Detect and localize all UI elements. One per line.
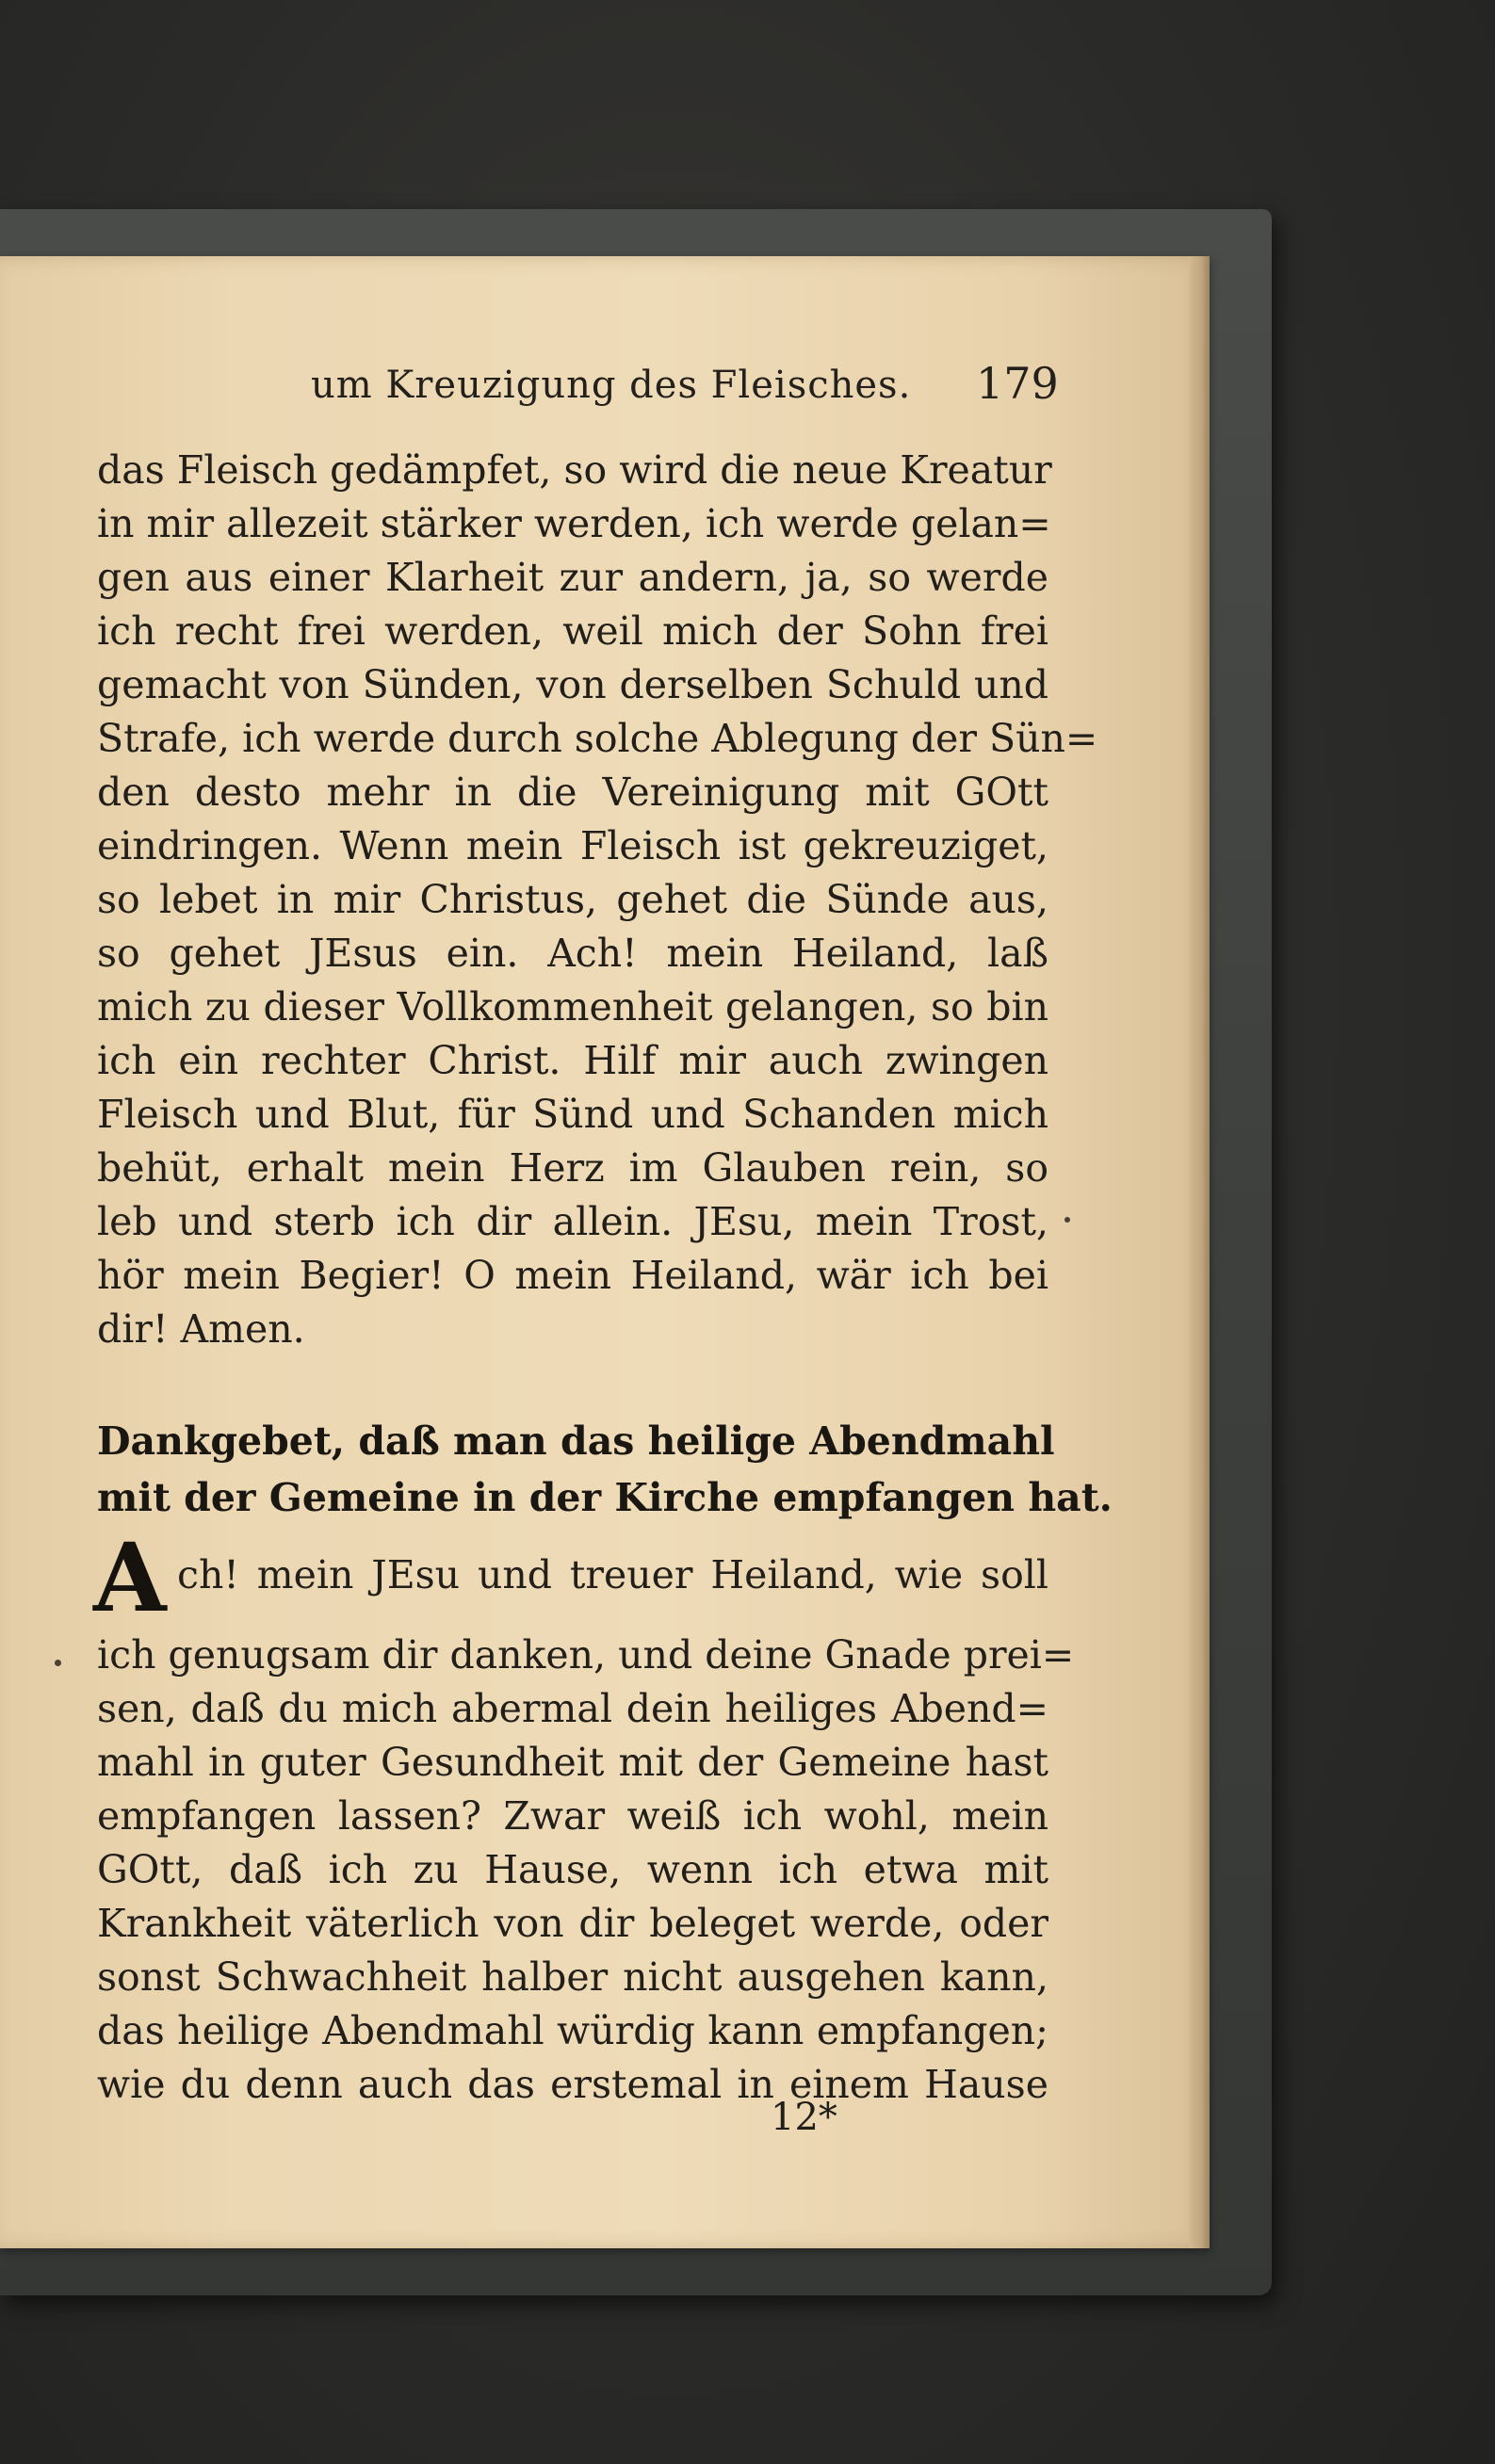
paragraph-1-line: gen aus einer Klarheit zur andern, ja, so werde [97,555,1048,600]
paragraph-1-line: so lebet in mir Christus, gehet die Sünde aus, [97,877,1048,922]
paragraph-2-line: sonst Schwachheit halber nicht ausgehen kann, [97,1954,1048,2000]
page-number: 179 [976,358,1059,409]
page-edge-shadow [1189,256,1210,2248]
paragraph-2-line: empfangen lassen? Zwar weiß ich wohl, mein [97,1793,1048,1839]
section-heading [97,1413,1113,1526]
running-head [97,358,1059,418]
paragraph-1-line: hör mein Begier! O mein Heiland, wär ich bei [97,1253,1048,1298]
drop-cap: A [93,1522,167,1633]
paragraph-1-line: den desto mehr in die Vereinigung mit GOtt [97,770,1048,815]
paragraph-1-line: leb und sterb ich dir allein. JEsu, mein Trost, [97,1199,1048,1244]
section-heading-line: Dankgebet, daß man das heilige Abendmahl [97,1418,1055,1464]
paragraph-1-line: Strafe, ich werde durch solche Ablegung der Sün= [97,716,1098,761]
paragraph-2-line: ich genugsam dir danken, und deine Gnade prei= [97,1632,1075,1678]
paragraph-1-line: so gehet JEsus ein. Ach! mein Heiland, laß [97,931,1048,976]
paragraph-1-line: eindringen. Wenn mein Fleisch ist gekreuziget, [97,823,1048,868]
paragraph-1-line: behüt, erhalt mein Herz im Glauben rein, so [97,1145,1048,1191]
paragraph-2-opening [93,1522,1048,1633]
printer-signature-mark: 12* [771,2096,837,2139]
paragraph-1-line: in mir allezeit stärker werden, ich werde gelan= [97,501,1051,546]
paragraph-1-line: das Fleisch gedämpfet, so wird die neue Kreatur [97,447,1052,493]
paper-speck [1064,1217,1070,1223]
paragraph-2-line: wie du denn auch das erstemal in einem Hause [97,2062,1048,2107]
paragraph-1-line: ich recht frei werden, weil mich der Sohn frei [97,608,1048,654]
paper-speck [55,1660,61,1666]
paragraph-2-line: GOtt, daß ich zu Hause, wenn ich etwa mit [97,1847,1048,1892]
paragraph-2-line: sen, daß du mich abermal dein heiliges Abend= [97,1686,1048,1731]
paragraph-2-line: das heilige Abendmahl würdig kann empfangen; [97,2008,1048,2053]
running-head-title: um Kreuzigung des Fleisches. [311,364,912,407]
paragraph-1-line: ich ein rechter Christ. Hilf mir auch zwingen [97,1038,1048,1083]
paragraph-1-line: mich zu dieser Vollkommenheit gelangen, so bin [97,984,1048,1029]
paragraph-2-first-line: ch! mein JEsu und treuer Heiland, wie soll [177,1552,1048,1597]
paragraph-1-line: gemacht von Sünden, von derselben Schuld und [97,662,1048,707]
paragraph-1-line: dir! Amen. [97,1306,305,1352]
section-heading-line: mit der Gemeine in der Kirche empfangen hat. [97,1475,1113,1520]
paragraph-1-line: Fleisch und Blut, für Sünd und Schanden mich [97,1092,1048,1137]
paragraph-2-line: Krankheit väterlich von dir beleget werde, oder [97,1901,1048,1946]
paragraph-2-line: mahl in guter Gesundheit mit der Gemeine hast [97,1740,1048,1785]
